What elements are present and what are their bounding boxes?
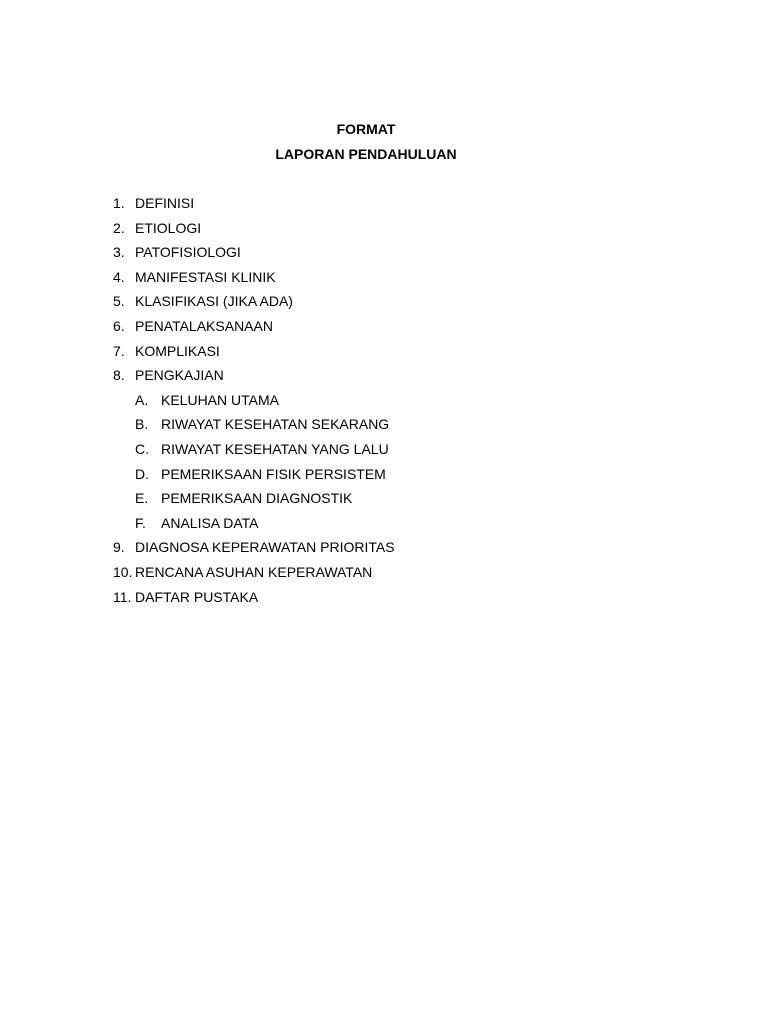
list-number: 6. [113, 317, 125, 334]
list-item-pengkajian [113, 366, 395, 391]
list-label: DAFTAR PUSTAKA [135, 588, 259, 605]
list-item-manifestasi-klinik [113, 268, 395, 293]
sublist-label: ANALISA DATA [161, 514, 259, 531]
sublist-letter: A. [135, 391, 149, 408]
sublist-label: PEMERIKSAAN FISIK PERSISTEM [161, 465, 386, 482]
list-number: 11. [113, 588, 132, 605]
sublist-label: RIWAYAT KESEHATAN SEKARANG [161, 416, 390, 433]
list-number: 5. [113, 293, 125, 310]
list-item-komplikasi [113, 342, 395, 367]
sublist-item-riwayat-lalu [113, 440, 395, 465]
sublist-letter: B. [135, 416, 149, 433]
list-item-rencana-asuhan [113, 563, 395, 588]
list-label: PENGKAJIAN [135, 367, 224, 384]
sublist-label: KELUHAN UTAMA [161, 391, 279, 408]
list-number: 10. [113, 563, 133, 580]
list-label: DIAGNOSA KEPERAWATAN PRIORITAS [135, 539, 395, 556]
list-label: MANIFESTASI KLINIK [135, 268, 276, 285]
sublist-label: PEMERIKSAAN DIAGNOSTIK [161, 490, 353, 507]
sublist-letter: D. [135, 465, 149, 482]
sublist-item-riwayat-sekarang [113, 415, 395, 440]
sublist-item-keluhan-utama [113, 391, 395, 416]
list-number: 8. [113, 367, 125, 384]
list-item-patofisiologi [113, 243, 395, 268]
sublist-label: RIWAYAT KESEHATAN YANG LALU [161, 440, 389, 457]
sublist-letter: C. [135, 440, 149, 457]
list-item-definisi [113, 194, 395, 219]
document-subtitle: LAPORAN PENDAHULUAN [275, 146, 457, 162]
list-label: PENATALAKSANAAN [135, 317, 273, 334]
list-label: RENCANA ASUHAN KEPERAWATAN [135, 563, 373, 580]
sublist-item-pemeriksaan-fisik [113, 465, 395, 490]
list-number: 9. [113, 539, 125, 556]
list-item-klasifikasi [113, 292, 395, 317]
list-label: DEFINISI [135, 195, 195, 211]
list-item-daftar-pustaka [113, 588, 395, 613]
list-number: 1. [113, 195, 125, 211]
list-number: 4. [113, 268, 125, 285]
list-item-penatalaksanaan [113, 317, 395, 342]
list-number: 3. [113, 244, 125, 261]
list-label: KLASIFIKASI (JIKA ADA) [135, 293, 293, 310]
list-number: 7. [113, 342, 125, 359]
outline-list [113, 194, 395, 612]
list-item-diagnosa [113, 538, 395, 563]
list-number: 2. [113, 219, 125, 236]
sublist-item-analisa-data [113, 514, 395, 539]
list-item-etiologi [113, 219, 395, 244]
sublist-letter: E. [135, 490, 149, 507]
list-label: ETIOLOGI [135, 219, 202, 236]
sublist-item-pemeriksaan-diagnostik [113, 489, 395, 514]
document-title: FORMAT [336, 121, 396, 137]
sublist-letter: F. [135, 514, 146, 531]
list-label: KOMPLIKASI [135, 342, 220, 359]
list-label: PATOFISIOLOGI [135, 244, 241, 261]
